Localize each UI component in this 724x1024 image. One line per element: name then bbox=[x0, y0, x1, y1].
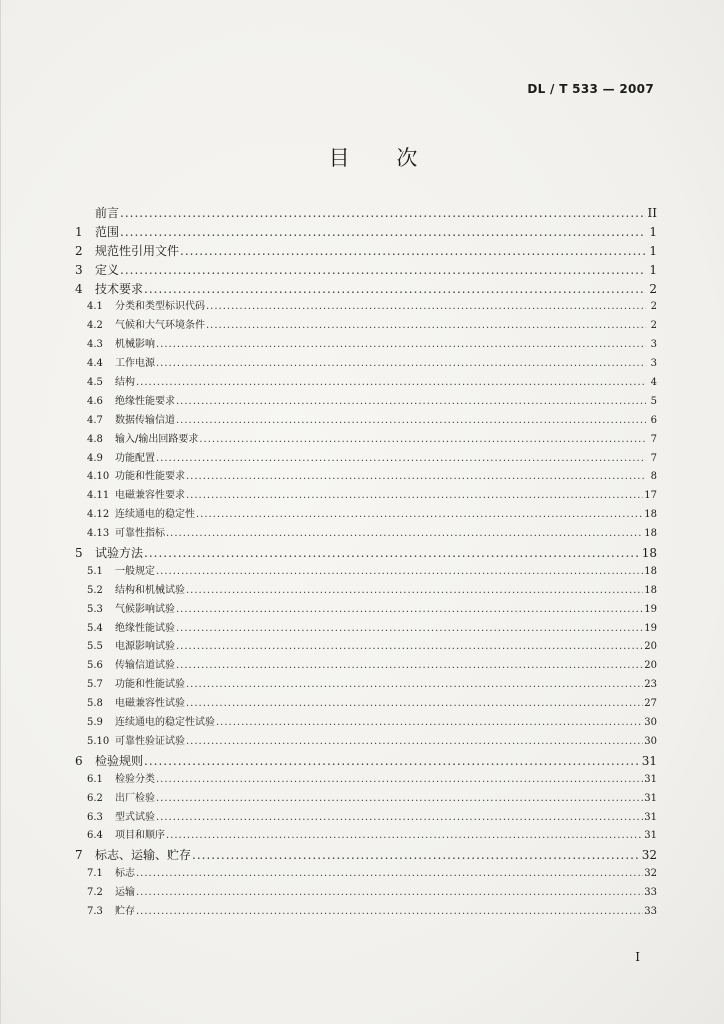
toc-leader-dots bbox=[186, 582, 643, 601]
toc-entry[interactable] bbox=[73, 884, 657, 903]
toc-leader-dots bbox=[120, 261, 646, 280]
toc-leader-dots bbox=[186, 487, 643, 506]
toc-entry-page: 30 bbox=[644, 735, 657, 747]
toc-entry-page: 32 bbox=[644, 868, 657, 880]
toc-entry-page: 31 bbox=[644, 830, 657, 842]
toc-leader-dots bbox=[206, 317, 646, 336]
toc-entry[interactable] bbox=[73, 355, 657, 374]
toc-leader-dots bbox=[176, 393, 646, 412]
toc-entry-number: 5.3 bbox=[87, 603, 103, 615]
toc-entry-label: 电磁兼容性要求 bbox=[115, 490, 185, 502]
toc-leader-dots bbox=[176, 638, 643, 657]
toc-entry-page: 8 bbox=[650, 471, 657, 483]
toc-entry-label: 工作电源 bbox=[115, 358, 155, 370]
toc-entry[interactable] bbox=[73, 865, 657, 884]
toc-entry-page: 1 bbox=[649, 224, 657, 239]
toc-entry[interactable] bbox=[73, 695, 657, 714]
toc-leader-dots bbox=[136, 903, 643, 922]
toc-entry-number: 4.6 bbox=[87, 395, 103, 407]
toc-entry-label: 检验分类 bbox=[115, 773, 155, 785]
toc-entry-page: 18 bbox=[641, 546, 657, 561]
toc-leader-dots bbox=[176, 412, 646, 431]
toc-entry-page: 3 bbox=[650, 339, 657, 351]
toc-entry-page: 2 bbox=[650, 320, 657, 332]
toc-entry[interactable] bbox=[73, 468, 657, 487]
toc-entry[interactable] bbox=[73, 393, 657, 412]
toc-entry-page: 31 bbox=[644, 792, 657, 804]
toc-entry-label: 项目和顺序 bbox=[115, 830, 165, 842]
toc-entry-label: 结构和机械试验 bbox=[115, 584, 185, 596]
toc-entry-page: 31 bbox=[644, 811, 657, 823]
toc-entry-page: 27 bbox=[644, 698, 657, 710]
toc-entry[interactable] bbox=[73, 582, 657, 601]
toc-entry-number: 7.1 bbox=[87, 868, 103, 880]
toc-entry-label: 气候和大气环境条件 bbox=[115, 320, 205, 332]
toc-entry-label: 可靠性验证试验 bbox=[115, 735, 185, 747]
toc-entry-label: 出厂检验 bbox=[115, 792, 155, 804]
toc-entry-number: 5.9 bbox=[87, 717, 103, 729]
toc-leader-dots bbox=[156, 790, 643, 809]
toc-entry-label: 可靠性指标 bbox=[115, 528, 165, 540]
toc-leader-dots bbox=[199, 431, 646, 450]
toc-entry[interactable] bbox=[73, 752, 657, 771]
toc-leader-dots bbox=[136, 374, 646, 393]
toc-entry-label: 技术要求 bbox=[95, 281, 144, 296]
toc-entry-number: 6.1 bbox=[87, 773, 103, 785]
toc-entry-page: 2 bbox=[650, 301, 657, 313]
toc-entry-label: 标志、运输、贮存 bbox=[95, 848, 192, 863]
toc-entry[interactable] bbox=[73, 620, 657, 639]
toc-entry-page: 7 bbox=[650, 452, 657, 464]
toc-entry-number: 6.4 bbox=[87, 830, 103, 842]
toc-entry-number: 4.3 bbox=[87, 339, 103, 351]
toc-entry[interactable] bbox=[73, 374, 657, 393]
toc-leader-dots bbox=[186, 676, 643, 695]
toc-leader-dots bbox=[136, 865, 643, 884]
toc-leader-dots bbox=[120, 223, 646, 242]
toc-leader-dots bbox=[156, 355, 646, 374]
toc-entry-label: 绝缘性能试验 bbox=[115, 622, 175, 634]
toc-entry-page: II bbox=[647, 206, 657, 220]
toc-entry-page: 1 bbox=[649, 243, 657, 258]
toc-entry-number: 5.2 bbox=[87, 584, 103, 596]
toc-entry-number: 7.2 bbox=[87, 887, 103, 899]
toc-entry-number: 5.6 bbox=[87, 660, 103, 672]
toc-entry-page: 31 bbox=[641, 753, 657, 768]
toc-entry-number: 4.11 bbox=[87, 490, 110, 502]
toc-leader-dots bbox=[120, 204, 646, 223]
toc-entry[interactable] bbox=[73, 657, 657, 676]
toc-entry-label: 检验规则 bbox=[95, 753, 144, 768]
toc-entry-label: 绝缘性能要求 bbox=[115, 395, 175, 407]
toc-entry-label: 输入/输出回路要求 bbox=[115, 433, 199, 445]
toc-entry-number: 4.7 bbox=[87, 414, 103, 426]
toc-entry-label: 传输信道试验 bbox=[115, 660, 175, 672]
toc-entry-label: 标志 bbox=[115, 868, 135, 880]
toc-entry-number: 4.4 bbox=[87, 358, 103, 370]
toc-leader-dots bbox=[156, 450, 646, 469]
toc-entry-number: 3 bbox=[75, 262, 83, 277]
toc-leader-dots bbox=[144, 280, 646, 299]
toc-entry-page: 18 bbox=[644, 584, 657, 596]
toc-leader-dots bbox=[144, 752, 641, 771]
toc-entry-page: 17 bbox=[644, 490, 657, 502]
toc-entry-number: 2 bbox=[75, 243, 83, 258]
toc-entry[interactable] bbox=[73, 544, 657, 563]
toc-entry[interactable] bbox=[73, 601, 657, 620]
toc-entry-label: 结构 bbox=[115, 377, 135, 389]
toc-entry-page: 3 bbox=[650, 358, 657, 370]
toc-entry-page: 31 bbox=[644, 773, 657, 785]
toc-entry-page: 18 bbox=[644, 509, 657, 521]
toc-leader-dots bbox=[186, 468, 646, 487]
toc-entry-label: 运输 bbox=[115, 887, 135, 899]
toc-entry-label: 功能配置 bbox=[115, 452, 155, 464]
toc-entry-page: 5 bbox=[650, 395, 657, 407]
table-of-contents bbox=[73, 204, 657, 922]
toc-entry-number: 4.13 bbox=[87, 528, 110, 540]
toc-entry-page: 19 bbox=[644, 622, 657, 634]
toc-entry[interactable] bbox=[73, 638, 657, 657]
toc-entry[interactable] bbox=[73, 903, 657, 922]
toc-entry[interactable] bbox=[73, 431, 657, 450]
toc-entry-number: 5.4 bbox=[87, 622, 103, 634]
toc-leader-dots bbox=[156, 563, 643, 582]
toc-entry-label: 机械影响 bbox=[115, 339, 155, 351]
toc-entry-number: 5.1 bbox=[87, 565, 103, 577]
toc-entry[interactable] bbox=[73, 563, 657, 582]
toc-leader-dots bbox=[144, 544, 641, 563]
toc-entry-label: 功能和性能试验 bbox=[115, 679, 185, 691]
toc-entry[interactable] bbox=[73, 487, 657, 506]
toc-entry-label: 电源影响试验 bbox=[115, 641, 175, 653]
toc-entry-page: 20 bbox=[644, 660, 657, 672]
toc-entry-page: 32 bbox=[641, 848, 657, 863]
toc-entry-number: 4.5 bbox=[87, 377, 103, 389]
toc-entry-number: 4.9 bbox=[87, 452, 103, 464]
toc-entry-page: 1 bbox=[649, 262, 657, 277]
toc-entry[interactable] bbox=[73, 714, 657, 733]
toc-entry-number: 4.1 bbox=[87, 301, 103, 313]
toc-entry-page: 7 bbox=[650, 433, 657, 445]
toc-entry[interactable] bbox=[73, 809, 657, 828]
toc-leader-dots bbox=[156, 336, 646, 355]
toc-entry-page: 19 bbox=[644, 603, 657, 615]
toc-entry-label: 连续通电的稳定性 bbox=[115, 509, 195, 521]
toc-entry-label: 型式试验 bbox=[115, 811, 155, 823]
toc-entry-number: 7.3 bbox=[87, 905, 103, 917]
toc-leader-dots bbox=[192, 846, 641, 865]
toc-entry[interactable] bbox=[73, 450, 657, 469]
toc-entry-page: 30 bbox=[644, 717, 657, 729]
toc-entry-label: 试验方法 bbox=[95, 546, 144, 561]
toc-entry[interactable] bbox=[73, 827, 657, 846]
toc-entry[interactable] bbox=[73, 223, 657, 242]
toc-entry[interactable] bbox=[73, 506, 657, 525]
toc-entry-label: 气候影响试验 bbox=[115, 603, 175, 615]
toc-entry-number: 5 bbox=[75, 546, 83, 561]
toc-leader-dots bbox=[206, 298, 646, 317]
toc-entry-label: 分类和类型标识代码 bbox=[115, 301, 205, 313]
toc-leader-dots bbox=[176, 620, 643, 639]
toc-entry-number: 4 bbox=[75, 281, 83, 296]
toc-entry[interactable] bbox=[73, 280, 657, 299]
toc-leader-dots bbox=[176, 601, 643, 620]
toc-entry-page: 2 bbox=[649, 281, 657, 296]
toc-entry[interactable] bbox=[73, 525, 657, 544]
toc-entry[interactable] bbox=[73, 242, 657, 261]
toc-leader-dots bbox=[176, 657, 643, 676]
toc-entry-number: 6.3 bbox=[87, 811, 103, 823]
toc-entry-number: 4.2 bbox=[87, 320, 103, 332]
toc-entry-label: 一般规定 bbox=[115, 565, 155, 577]
toc-leader-dots bbox=[136, 884, 643, 903]
toc-leader-dots bbox=[156, 809, 643, 828]
toc-entry-number: 4.8 bbox=[87, 433, 103, 445]
toc-entry-label: 数据传输信道 bbox=[115, 414, 175, 426]
toc-entry[interactable] bbox=[73, 204, 657, 223]
toc-entry-label: 功能和性能要求 bbox=[115, 471, 185, 483]
toc-leader-dots bbox=[216, 714, 643, 733]
toc-entry-number: 5.7 bbox=[87, 679, 103, 691]
toc-entry[interactable] bbox=[73, 261, 657, 280]
toc-entry-label: 电磁兼容性试验 bbox=[115, 698, 185, 710]
toc-entry-number: 5.5 bbox=[87, 641, 103, 653]
toc-entry-page: 18 bbox=[644, 565, 657, 577]
page-number: I bbox=[635, 950, 640, 964]
toc-entry-number: 7 bbox=[75, 848, 83, 863]
toc-entry[interactable] bbox=[73, 790, 657, 809]
toc-entry-label: 连续通电的稳定性试验 bbox=[115, 717, 215, 729]
toc-entry-number: 6 bbox=[75, 753, 83, 768]
toc-entry[interactable] bbox=[73, 298, 657, 317]
toc-leader-dots bbox=[186, 695, 643, 714]
toc-entry[interactable] bbox=[73, 846, 657, 865]
toc-entry[interactable] bbox=[73, 733, 657, 752]
toc-leader-dots bbox=[166, 525, 643, 544]
toc-entry-page: 23 bbox=[644, 679, 657, 691]
toc-entry-label: 规范性引用文件 bbox=[95, 243, 180, 258]
toc-entry-number: 4.10 bbox=[87, 471, 110, 483]
toc-entry[interactable] bbox=[73, 412, 657, 431]
toc-entry-page: 33 bbox=[644, 905, 657, 917]
toc-entry-label: 前言 bbox=[95, 206, 120, 220]
toc-entry-number: 5.10 bbox=[87, 735, 110, 747]
toc-entry-label: 贮存 bbox=[115, 905, 135, 917]
toc-leader-dots bbox=[186, 733, 643, 752]
toc-entry-number: 4.12 bbox=[87, 509, 110, 521]
toc-entry[interactable] bbox=[73, 317, 657, 336]
toc-entry-page: 6 bbox=[650, 414, 657, 426]
toc-entry-page: 18 bbox=[644, 528, 657, 540]
toc-entry-page: 4 bbox=[650, 377, 657, 389]
toc-entry[interactable] bbox=[73, 771, 657, 790]
toc-leader-dots bbox=[180, 242, 646, 261]
toc-entry-label: 范围 bbox=[95, 224, 120, 239]
page-title: 目 次 bbox=[328, 146, 438, 170]
toc-entry-label: 定义 bbox=[95, 262, 120, 277]
toc-entry-number: 6.2 bbox=[87, 792, 103, 804]
toc-entry[interactable] bbox=[73, 336, 657, 355]
toc-entry-number: 1 bbox=[75, 224, 83, 239]
toc-entry-page: 20 bbox=[644, 641, 657, 653]
toc-entry-page: 33 bbox=[644, 887, 657, 899]
toc-entry-number: 5.8 bbox=[87, 698, 103, 710]
toc-leader-dots bbox=[156, 771, 643, 790]
toc-leader-dots bbox=[196, 506, 643, 525]
document-code: DL / T 533 — 2007 bbox=[527, 82, 654, 96]
toc-entry[interactable] bbox=[73, 676, 657, 695]
toc-leader-dots bbox=[166, 827, 643, 846]
